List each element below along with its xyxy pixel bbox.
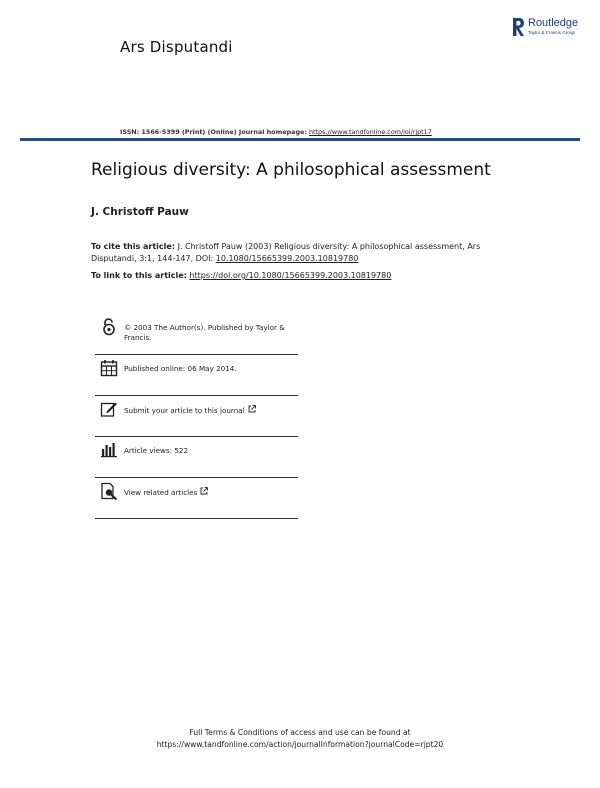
issn-label: ISSN: 1566-5399 (Print) (Online) Journal homepage: [120,128,307,136]
citation-label: To cite this article: [91,242,176,251]
related-articles-link[interactable] [124,487,299,498]
publisher-logo[interactable] [511,16,591,40]
views-item [95,437,298,478]
publisher-tagline: Taylor & Francis Group [528,30,575,35]
published-text: Published online: 06 May 2014. [124,364,237,373]
footer-terms-text: Full Terms & Conditions of access and use can be found at [189,728,411,737]
submit-article-label: Submit your article to this journal [124,406,245,415]
journal-homepage-link[interactable]: https://www.tandfonline.com/loi/rjpt17 [308,128,432,136]
related-articles-label: View related articles [124,488,198,497]
article-title: Religious diversity: A philosophical assessment [91,160,491,180]
copyright-item [95,314,298,355]
published-item [95,355,298,396]
related-search-icon [100,482,118,500]
footer [0,727,600,751]
external-link-icon [248,405,256,413]
footer-terms-url[interactable]: https://www.tandfonline.com/action/journalInformation?journalCode=rjpt20 [156,740,444,749]
journal-title: Ars Disputandi [120,38,233,56]
bar-chart-icon [100,441,118,459]
publisher-name: Routledge [528,17,579,29]
edit-pencil-icon [100,400,118,418]
article-link-label: To link to this article: [91,271,187,280]
header-divider [20,138,580,141]
citation-text: J. Christoff Pauw (2003) Religious diversity: A philosophical assessment, Ars Disputandi, 3:1, 144-147, DOI: [91,242,481,263]
doi-link[interactable]: 10.1080/15665399.2003.10819780 [215,254,359,263]
calendar-icon [100,359,118,377]
article-doi-url[interactable]: https://doi.org/10.1080/15665399.2003.10819780 [189,271,392,280]
submit-item[interactable] [95,396,298,437]
open-access-lock-icon [100,318,118,336]
article-views-text: Article views: 522 [124,446,189,455]
citation-block [91,241,511,265]
issn-line [120,128,432,136]
article-author: J. Christoff Pauw [91,206,189,218]
submit-article-link[interactable] [124,405,299,416]
article-link-line [91,271,391,280]
article-info-box [95,314,298,519]
external-link-icon [200,487,208,495]
related-item[interactable] [95,478,298,519]
copyright-text: © 2003 The Author(s). Published by Taylor & Francis. [124,323,285,342]
routledge-r-icon [511,16,525,38]
